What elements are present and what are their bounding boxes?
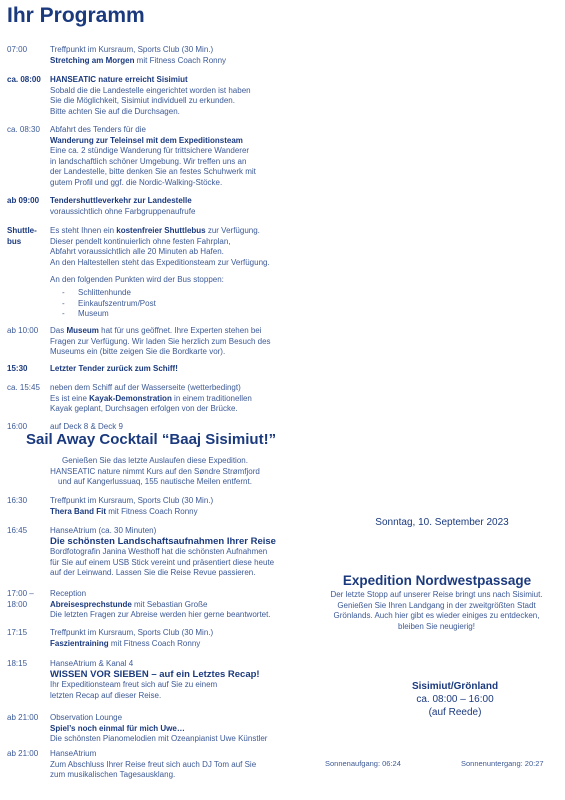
program-entry-1715: [7, 628, 307, 649]
expedition-line: Genießen Sie Ihren Landgang in der zweitgrößten Stadt: [337, 600, 536, 610]
entry-time: ab 10:00: [7, 326, 39, 335]
entry-heading: Tendershuttleverkehr zur Landestelle: [50, 196, 192, 205]
entry-heading: Stretching am Morgen: [50, 55, 135, 65]
entry-text-post: hat für uns geöffnet. Ihre Experten stehen bei: [98, 326, 262, 335]
entry-text-pre: Es ist eine: [50, 393, 90, 403]
list-item: - Einkaufszentrum/Post: [62, 299, 307, 310]
sunset-label: Sonnenuntergang: 20:27: [461, 759, 544, 768]
entry-location: auf Deck 8 & Deck 9: [50, 422, 123, 431]
entry-heading: Letzter Tender zurück zum Schiff!: [50, 364, 178, 373]
entry-location: HanseAtrium (ca. 30 Minuten): [50, 526, 157, 535]
entry-heading-suffix: mit Sebastian Große: [131, 599, 208, 609]
shuttle-text-pre: Es steht Ihnen ein: [50, 226, 117, 235]
entry-body-line: An den Haltestellen steht das Expeditionsteam zur Verfügung.: [50, 257, 270, 267]
sail-away-title: Sail Away Cocktail “Baaj Sisimiut!”: [26, 431, 277, 448]
entry-text-bold: Kayak-Demonstration: [89, 393, 172, 403]
entry-heading: Wanderung zur Teleinsel mit dem Expeditionsteam: [50, 135, 243, 145]
entry-location: HanseAtrium: [50, 749, 97, 758]
entry-body-line: Eine ca. 2 stündige Wanderung für trittsichere Wanderer: [50, 146, 250, 156]
program-entry-1530: [7, 364, 307, 375]
entry-body-line: voraussichtlich ohne Farbgruppenaufrufe: [50, 206, 196, 216]
entry-heading: HANSEATIC nature erreicht Sisimiut: [50, 75, 188, 84]
entry-time: 18:15: [7, 659, 28, 668]
program-entry-1645: [7, 526, 307, 579]
entry-body-line: für Sie auf einem USB Stick vereint und präsentiert diese heute: [50, 557, 275, 567]
sunrise-label: Sonnenaufgang: 06:24: [325, 759, 401, 768]
shuttle-text-post: zur Verfügung.: [205, 226, 260, 235]
entry-location: Treffpunkt im Kursraum, Sports Club (30 Min.): [50, 496, 214, 505]
entry-time: ca. 08:00: [7, 75, 41, 84]
program-entry-2100-lounge: [7, 713, 307, 745]
entry-body-line: der Landestelle, bitte denken Sie an festes Schuhwerk mit: [50, 167, 256, 177]
entry-time: 17:15: [7, 628, 28, 637]
entry-body-line: in landschaftlich schöner Umgebung. Wir treffen uns an: [50, 156, 247, 166]
entry-time: 16:45: [7, 526, 28, 535]
port-time: ca. 08:00 – 16:00: [416, 694, 494, 705]
entry-heading: Die schönsten Landschaftsaufnahmen Ihrer Reise: [50, 535, 276, 547]
list-item: - Schlittenhunde: [62, 288, 307, 299]
entry-text-bold: Museum: [66, 326, 99, 335]
program-entry-1630: [7, 496, 307, 517]
program-entry-shuttlebus: [7, 226, 307, 320]
entry-heading-suffix: mit Fitness Coach Ronny: [134, 55, 227, 65]
page-title: Ihr Programm: [7, 4, 145, 27]
sail-away-text: [7, 456, 303, 488]
entry-location: HanseAtrium & Kanal 4: [50, 659, 134, 668]
entry-body-line: Die schönsten Pianomelodien mit Ozeanpianist Uwe Künstler: [50, 734, 268, 744]
entry-time: 15:30: [7, 364, 28, 373]
sail-away-line: Genießen Sie das letzte Auslaufen diese Expedition.: [62, 456, 248, 465]
program-date: Sonntag, 10. September 2023: [375, 517, 509, 528]
entry-body-line: Sobald die die Landestelle eingerichtet worden ist haben: [50, 85, 251, 95]
entry-location: neben dem Schiff auf der Wasserseite (wetterbedingt): [50, 383, 241, 392]
entry-body-line: auf der Leinwand. Lassen Sie die Reise Revue passieren.: [50, 568, 256, 578]
entry-heading: Faszientraining: [50, 638, 109, 648]
sail-away-line: HANSEATIC nature nimmt Kurs auf den Søndre Strømfjord: [50, 466, 260, 476]
program-entry-0900: [7, 196, 307, 217]
program-entry-1700: [7, 589, 307, 621]
entry-heading: Abreisesprechstunde: [50, 599, 132, 609]
entry-body-line: Zum Abschluss Ihrer Reise freut sich auch DJ Tom auf Sie: [50, 759, 257, 769]
bus-stops-list: [50, 288, 307, 320]
entry-body-line: gutem Profil und ggf. die Nordic-Walking-Stöcke.: [50, 177, 223, 187]
entry-body-line: zum musikalischen Tagesausklang.: [50, 770, 176, 780]
port-note: (auf Reede): [428, 707, 482, 718]
entry-time: ab 21:00: [7, 749, 39, 758]
port-name: Sisimiut/Grönland: [411, 681, 499, 692]
entry-body-line: Die letzten Fragen zur Abreise werden hier gerne beantwortet.: [50, 610, 271, 620]
expedition-line: Der letzte Stopp auf unserer Reise bringt uns nach Sisimiut.: [330, 590, 543, 599]
program-entry-2100-atrium: [7, 749, 307, 781]
entry-location: Treffpunkt im Kursraum, Sports Club (30 Min.): [50, 628, 214, 637]
entry-body-line: Museums ein (bitte zeigen Sie die Bordkarte vor).: [50, 347, 226, 357]
entry-body-line: Fragen zur Verfügung. Wir laden Sie herzlich zum Besuch des: [50, 336, 271, 346]
port-info: [380, 680, 530, 719]
entry-time: 16:00: [7, 422, 28, 431]
entry-heading: Thera Band Fit: [50, 506, 107, 516]
entry-location: Observation Lounge: [50, 713, 123, 722]
entry-time: ab 09:00: [7, 196, 40, 205]
expedition-title: Expedition Nordwestpassage: [342, 573, 532, 588]
entry-location: Reception: [50, 589, 87, 598]
expedition-line: bleiben Sie neugierig!: [398, 621, 475, 631]
program-entry-0830: [7, 125, 307, 189]
entry-body-line: letzten Recap auf dieser Reise.: [50, 690, 162, 700]
program-entry-0800: [7, 75, 307, 117]
entry-body-line: Kayak geplant, Durchsagen erfolgen von der Brücke.: [50, 404, 238, 414]
entry-body-line: Ihr Expeditionsteam freut sich auf Sie zu einem: [50, 680, 218, 690]
program-entry-0700: [7, 45, 307, 66]
entry-heading-suffix: mit Fitness Coach Ronny: [106, 506, 198, 516]
entry-text-post: in einem traditionellen: [171, 393, 252, 403]
program-entry-1000: [7, 326, 307, 358]
entry-heading-suffix: mit Fitness Coach Ronny: [108, 638, 201, 648]
entry-location: Treffpunkt im Kursraum, Sports Club (30 Min.): [50, 45, 214, 54]
entry-time: ab 21:00: [7, 713, 39, 722]
program-entry-1545: [7, 383, 307, 415]
shuttle-text-bold: kostenfreier Shuttlebus: [116, 226, 206, 235]
stops-intro: An den folgenden Punkten wird der Bus stoppen:: [50, 275, 224, 285]
sail-away-line: und auf Kangerlussuaq, 155 nautische Meilen entfernt.: [58, 477, 252, 487]
program-entry-1815: [7, 659, 307, 701]
entry-location: Abfahrt des Tenders für die: [50, 125, 146, 134]
entry-body-line: Bitte achten Sie auf die Durchsagen.: [50, 106, 180, 116]
entry-body-line: Dieser pendelt kontinuierlich ohne festen Fahrplan,: [50, 236, 231, 246]
entry-time: ca. 08:30: [7, 125, 40, 134]
expedition-text: [308, 590, 565, 632]
list-item: - Museum: [62, 309, 307, 320]
entry-time: Shuttle-bus: [7, 226, 37, 246]
entry-time: 07:00: [7, 45, 28, 54]
entry-heading: Spiel’s noch einmal für mich Uwe…: [50, 723, 185, 733]
entry-body-line: Bordfotografin Janina Westhoff hat die schönsten Aufnahmen: [50, 547, 268, 557]
entry-heading: WISSEN VOR SIEBEN – auf ein Letztes Recap!: [50, 668, 260, 680]
entry-time: 17:00 – 18:00: [7, 589, 34, 609]
entry-body-line: Sie die Möglichkeit, Sisimiut individuell zu erkunden.: [50, 96, 235, 106]
entry-time: ca. 15:45: [7, 383, 40, 392]
entry-body-line: Abfahrt voraussichtlich alle 20 Minuten ab Hafen.: [50, 247, 224, 257]
entry-time: 16:30: [7, 496, 28, 505]
expedition-line: Grönlands. Auch hier gibt es wieder einiges zu entdecken,: [333, 611, 540, 621]
entry-text-pre: Das: [50, 326, 67, 335]
